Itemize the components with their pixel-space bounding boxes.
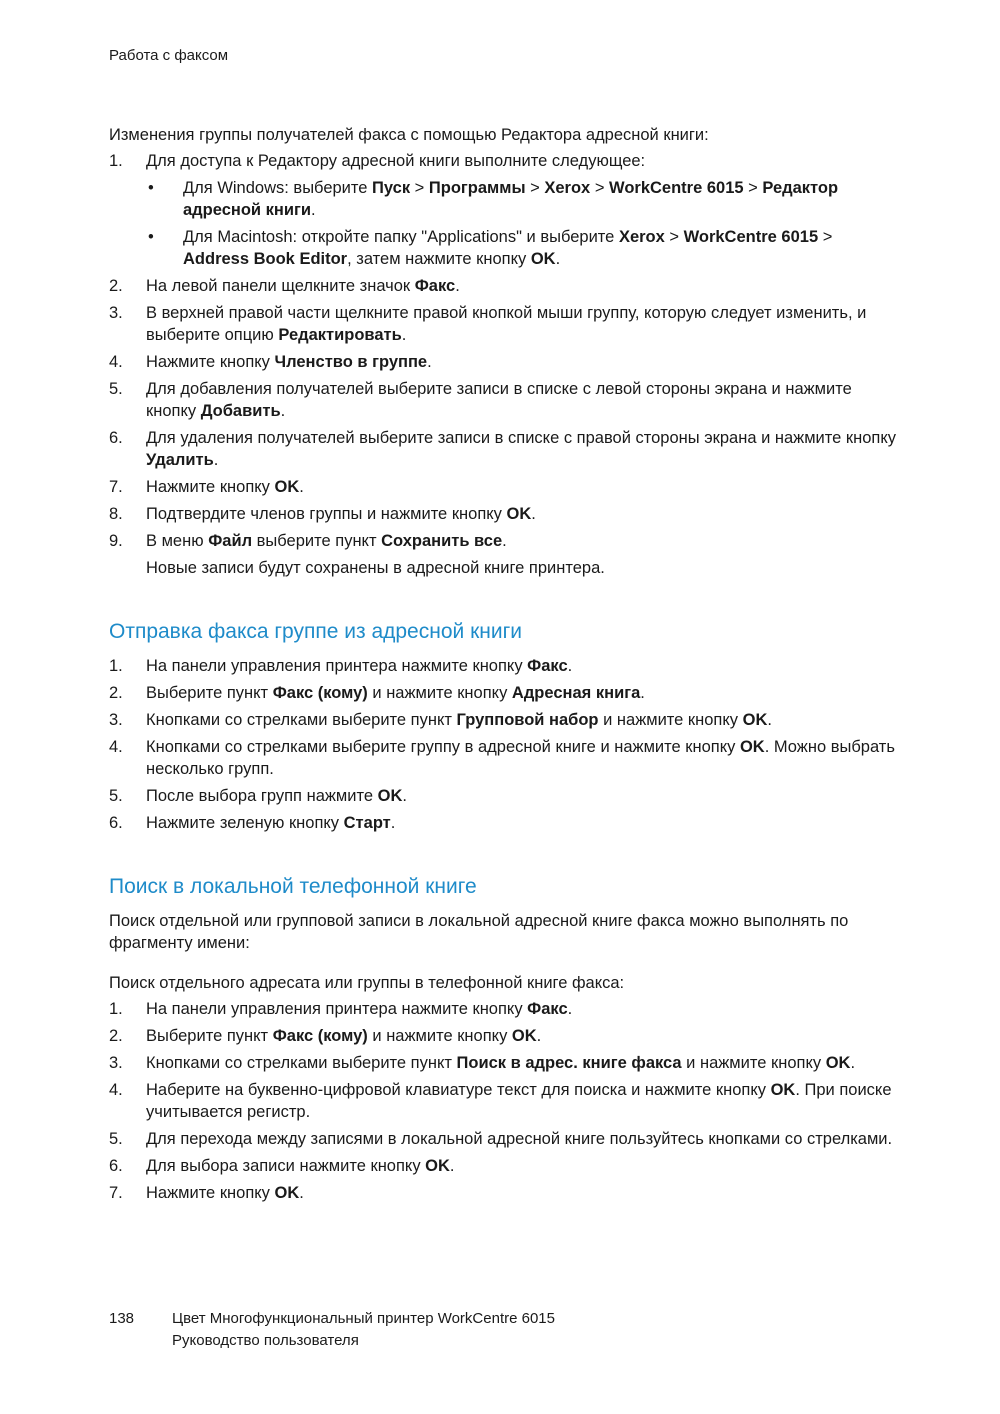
text-run: . <box>536 1027 542 1045</box>
emphasis-term: Xerox <box>618 228 665 246</box>
text-run: > <box>590 179 610 197</box>
step-text <box>146 1130 892 1148</box>
text-run: > <box>818 228 833 246</box>
step-text <box>146 1027 541 1045</box>
text-run: На панели управления принтера нажмите кнопку <box>146 1000 528 1018</box>
step-text <box>146 532 507 550</box>
step-number: 6. <box>109 429 123 447</box>
step-item <box>109 503 899 525</box>
emphasis-term: Редактор адресной книги <box>183 179 839 219</box>
step-item <box>109 1155 899 1177</box>
text-run: . <box>555 250 561 268</box>
step-text <box>146 380 852 420</box>
step-number: 7. <box>109 478 123 496</box>
text-run: и нажмите кнопку <box>367 684 512 702</box>
text-run: . <box>567 1000 573 1018</box>
text-run: Для добавления получателей выберите записи в списке с левой стороны экрана и нажмите кнопку <box>146 380 852 420</box>
text-run: . <box>299 478 304 496</box>
text-run: . <box>531 505 536 523</box>
emphasis-term: Факс <box>527 1000 568 1018</box>
step-number: 2. <box>109 684 123 702</box>
emphasis-term: Добавить <box>200 402 281 420</box>
step-item <box>109 275 899 297</box>
text-run: . <box>299 1184 304 1202</box>
text-run: Нажмите кнопку <box>146 478 275 496</box>
step-number: 6. <box>109 814 123 832</box>
emphasis-term: Групповой набор <box>456 711 599 729</box>
step-item <box>109 302 899 346</box>
step-text <box>146 814 395 832</box>
text-run: . Можно выбрать несколько групп. <box>146 738 895 778</box>
emphasis-term: Факс (кому) <box>272 684 368 702</box>
text-run: В меню <box>146 532 209 550</box>
step-number: 1. <box>109 152 123 170</box>
step-number: 5. <box>109 787 123 805</box>
step-number: 2. <box>109 1027 123 1045</box>
emphasis-term: Старт <box>343 814 391 832</box>
emphasis-term: OK <box>425 1157 450 1175</box>
section3-heading: Поиск в локальной телефонной книге <box>109 875 477 898</box>
step-text <box>146 738 895 778</box>
step-item <box>109 1025 899 1047</box>
step-number: 1. <box>109 657 123 675</box>
emphasis-term: OK <box>742 711 768 729</box>
emphasis-term: Факс <box>527 657 568 675</box>
step-item <box>109 351 899 373</box>
emphasis-term: OK <box>739 738 765 756</box>
text-run: , затем нажмите кнопку <box>347 250 531 268</box>
emphasis-term: Файл <box>208 532 253 550</box>
emphasis-term: Xerox <box>544 179 591 197</box>
step-item <box>109 736 899 780</box>
step-text <box>146 1157 455 1175</box>
step-item <box>109 1079 899 1123</box>
text-run: Нажмите кнопку <box>146 1184 275 1202</box>
text-run: . <box>390 814 396 832</box>
step-item <box>109 655 899 677</box>
step-item <box>109 812 899 834</box>
text-run: . <box>427 353 432 371</box>
text-run: . <box>213 451 219 469</box>
text-run: . <box>850 1054 856 1072</box>
section3-steps <box>109 998 899 1204</box>
step-text <box>146 711 772 729</box>
text-run: . <box>767 711 772 729</box>
text-run: > <box>664 228 684 246</box>
text-run: Нажмите кнопку <box>146 353 275 371</box>
step-item <box>109 530 899 579</box>
emphasis-term: OK <box>377 787 403 805</box>
text-run: Кнопками со стрелками выберите пункт <box>146 1054 457 1072</box>
emphasis-term: Членство в группе <box>274 353 428 371</box>
text-run: выберите пункт <box>252 532 382 550</box>
step-number: 4. <box>109 1081 123 1099</box>
text-run: Выберите пункт <box>146 684 273 702</box>
section3-intro2: Поиск отдельного адресата или группы в телефонной книге факса: <box>109 974 625 992</box>
step-text <box>146 657 572 675</box>
emphasis-term: Редактировать <box>278 326 402 344</box>
emphasis-term: WorkCentre 6015 <box>683 228 819 246</box>
text-run: . <box>401 326 407 344</box>
bullet-item <box>146 226 899 270</box>
step-number: 5. <box>109 1130 123 1148</box>
emphasis-term: Факс (кому) <box>272 1027 368 1045</box>
step-note: Новые записи будут сохранены в адресной книге принтера. <box>146 559 605 577</box>
text-run: . При поиске учитывается регистр. <box>146 1081 892 1121</box>
text-run: > <box>743 179 763 197</box>
text-run: . <box>502 532 507 550</box>
step-number: 3. <box>109 304 123 322</box>
text-run: . <box>449 1157 455 1175</box>
section2-steps <box>109 655 899 834</box>
text-run: и нажмите кнопку <box>598 711 743 729</box>
step-item <box>109 1128 899 1150</box>
step-item <box>109 150 899 270</box>
emphasis-term: OK <box>825 1054 851 1072</box>
step-item <box>109 785 899 807</box>
step-text <box>146 505 536 523</box>
page-footer <box>109 1308 555 1352</box>
emphasis-term: OK <box>274 1184 300 1202</box>
emphasis-term: Сохранить все <box>381 532 503 550</box>
emphasis-term: Удалить <box>146 451 214 469</box>
step-text <box>146 787 407 805</box>
step-text <box>146 353 432 371</box>
section1-intro: Изменения группы получателей факса с помощью Редактора адресной книги: <box>109 126 709 144</box>
step-number: 3. <box>109 711 123 729</box>
step-text <box>146 1000 572 1018</box>
step-text <box>146 684 645 702</box>
text-run: Для Windows: выберите <box>183 179 373 197</box>
text-run: . <box>311 201 316 219</box>
section2-heading: Отправка факса группе из адресной книги <box>109 620 522 643</box>
step-text <box>146 478 304 496</box>
step-item <box>109 1182 899 1204</box>
emphasis-term: Поиск в адрес. книге факса <box>456 1054 682 1072</box>
step-number: 8. <box>109 505 123 523</box>
step-item <box>109 998 899 1020</box>
bullet-icon: • <box>148 228 154 246</box>
bullet-list <box>146 177 899 270</box>
step-item <box>109 1052 899 1074</box>
text-run: . <box>640 684 645 702</box>
step-number: 5. <box>109 380 123 398</box>
text-run: Для выбора записи нажмите кнопку <box>146 1157 426 1175</box>
section3-intro1: Поиск отдельной или групповой записи в локальной адресной книге факса можно выполнять по фрагменту имени: <box>109 912 849 952</box>
emphasis-term: Address Book Editor <box>183 250 348 268</box>
footer-product-title: Цвет Многофункциональный принтер WorkCentre 6015 <box>172 1310 555 1327</box>
step-number: 6. <box>109 1157 123 1175</box>
text-run: На левой панели щелкните значок <box>146 277 415 295</box>
text-run: Подтвердите членов группы и нажмите кнопку <box>146 505 507 523</box>
footer-guide-title: Руководство пользователя <box>172 1332 359 1349</box>
text-run: . <box>455 277 460 295</box>
step-item <box>109 378 899 422</box>
text-run: На панели управления принтера нажмите кнопку <box>146 657 528 675</box>
step-text <box>146 1184 304 1202</box>
step-item <box>109 427 899 471</box>
running-header: Работа с факсом <box>109 47 229 64</box>
step-number: 4. <box>109 738 123 756</box>
emphasis-term: Пуск <box>372 179 411 197</box>
emphasis-term: Адресная книга <box>511 684 641 702</box>
text-run: Кнопками со стрелками выберите пункт <box>146 711 457 729</box>
page-number: 138 <box>109 1310 135 1327</box>
step-number: 2. <box>109 277 123 295</box>
text-run: После выбора групп нажмите <box>146 787 378 805</box>
step-text <box>146 304 866 344</box>
emphasis-term: OK <box>770 1081 796 1099</box>
step-number: 1. <box>109 1000 123 1018</box>
text-run: Выберите пункт <box>146 1027 273 1045</box>
text-run: Для удаления получателей выберите записи в списке с правой стороны экрана и нажмите кнопку <box>146 429 896 447</box>
text-run: . <box>567 657 573 675</box>
text-run: > <box>410 179 429 197</box>
section1-steps <box>109 150 899 579</box>
step-text <box>146 277 460 295</box>
emphasis-term: OK <box>274 478 300 496</box>
bullet-item <box>146 177 899 221</box>
text-run: Для перехода между записями в локальной адресной книге пользуйтесь кнопками со стрелками. <box>146 1130 893 1148</box>
step-number: 3. <box>109 1054 123 1072</box>
step-number: 9. <box>109 532 123 550</box>
text-run: В верхней правой части щелкните правой кнопкой мыши группу, которую следует изменить, и выберите опцию <box>146 304 867 344</box>
step-text <box>146 1054 855 1072</box>
step-item <box>109 682 899 704</box>
text-run: > <box>525 179 545 197</box>
emphasis-term: OK <box>511 1027 537 1045</box>
bullet-icon: • <box>148 179 154 197</box>
step-item <box>109 709 899 731</box>
step-text <box>146 1081 892 1121</box>
step-item <box>109 476 899 498</box>
text-run: Нажмите зеленую кнопку <box>146 814 344 832</box>
emphasis-term: OK <box>506 505 532 523</box>
text-run: и нажмите кнопку <box>367 1027 512 1045</box>
text-run: Кнопками со стрелками выберите группу в адресной книге и нажмите кнопку <box>146 738 740 756</box>
text-run: . <box>402 787 407 805</box>
emphasis-term: Факс <box>414 277 456 295</box>
step-text <box>146 429 896 469</box>
text-run: . <box>280 402 286 420</box>
emphasis-term: Программы <box>428 179 526 197</box>
text-run: Для Macintosh: откройте папку "Applications" и выберите <box>183 228 619 246</box>
text-run: Наберите на буквенно-цифровой клавиатуре текст для поиска и нажмите кнопку <box>146 1081 771 1099</box>
text-run: и нажмите кнопку <box>681 1054 826 1072</box>
text-run: Для доступа к Редактору адресной книги выполните следующее: <box>146 152 646 170</box>
emphasis-term: OK <box>530 250 556 268</box>
emphasis-term: WorkCentre 6015 <box>609 179 744 197</box>
page-content <box>109 124 899 1209</box>
step-number: 4. <box>109 353 123 371</box>
step-number: 7. <box>109 1184 123 1202</box>
step-text <box>146 152 645 170</box>
